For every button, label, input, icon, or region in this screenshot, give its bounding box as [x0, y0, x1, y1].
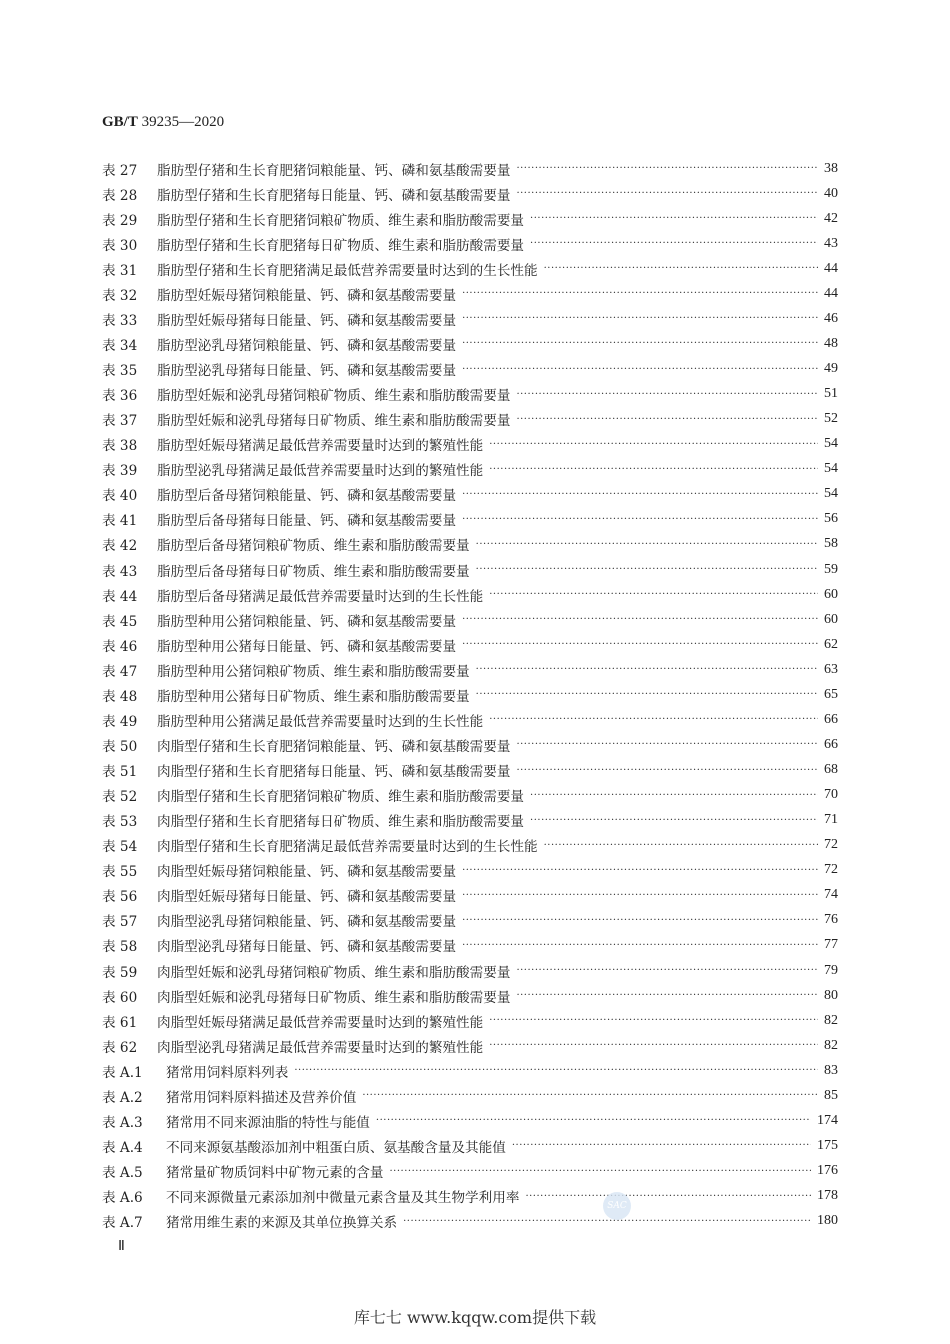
toc-entry[interactable]: [102, 1058, 838, 1083]
toc-table-label: 表 29: [102, 212, 138, 229]
toc-table-label: 表 51: [102, 764, 138, 781]
toc-table-label: 表 33: [102, 312, 138, 329]
toc-entry[interactable]: [102, 1008, 838, 1033]
toc-page-number: 178: [817, 1188, 838, 1204]
toc-entry-title: 肉脂型泌乳母猪满足最低营养需要量时达到的繁殖性能: [157, 1039, 484, 1056]
toc-entry-title: 脂肪型妊娠母猪满足最低营养需要量时达到的繁殖性能: [157, 438, 484, 455]
toc-entry[interactable]: [102, 256, 838, 281]
standard-header: [102, 114, 224, 131]
toc-entry[interactable]: [102, 1184, 838, 1209]
toc-page-number: 44: [824, 285, 838, 301]
toc-entry-title: 肉脂型妊娠和泌乳母猪饲粮矿物质、维生素和脂肪酸需要量: [157, 964, 511, 981]
leader-dots: [476, 564, 818, 575]
page-number: Ⅱ: [118, 1239, 125, 1254]
leader-dots: [516, 163, 818, 174]
toc-entry[interactable]: [102, 181, 838, 206]
leader-dots: [462, 865, 818, 876]
toc-entry-title: 肉脂型泌乳母猪每日能量、钙、磷和氨基酸需要量: [157, 939, 457, 956]
toc-page-number: 60: [824, 586, 838, 602]
toc-entry-title: 肉脂型泌乳母猪饲粮能量、钙、磷和氨基酸需要量: [157, 914, 457, 931]
toc-entry-title: 脂肪型种用公猪每日能量、钙、磷和氨基酸需要量: [157, 638, 457, 655]
toc-page-number: 44: [824, 260, 838, 276]
toc-table-label: 表 A.6: [102, 1190, 143, 1207]
toc-table-label: 表 38: [102, 438, 138, 455]
toc-entry[interactable]: [102, 858, 838, 883]
leader-dots: [516, 414, 818, 425]
toc-entry-title: 肉脂型仔猪和生长育肥猪每日矿物质、维生素和脂肪酸需要量: [157, 814, 525, 831]
toc-entry[interactable]: [102, 1108, 838, 1133]
leader-dots: [516, 990, 818, 1001]
toc-table-label: 表 43: [102, 563, 138, 580]
toc-table-label: 表 49: [102, 713, 138, 730]
toc-entry-title: 肉脂型仔猪和生长育肥猪满足最低营养需要量时达到的生长性能: [157, 839, 538, 856]
toc-table-label: 表 A.5: [102, 1165, 143, 1182]
toc-entry-title: 肉脂型仔猪和生长育肥猪饲粮矿物质、维生素和脂肪酸需要量: [157, 789, 525, 806]
toc-entry-title: 脂肪型后备母猪每日能量、钙、磷和氨基酸需要量: [157, 513, 457, 530]
toc-entry-title: 肉脂型仔猪和生长育肥猪饲粮能量、钙、磷和氨基酸需要量: [157, 738, 511, 755]
toc-table-label: 表 61: [102, 1014, 138, 1031]
toc-entry-title: 脂肪型种用公猪饲粮矿物质、维生素和脂肪酸需要量: [157, 663, 470, 680]
standard-prefix: GB/T: [102, 114, 138, 130]
toc-entry[interactable]: [102, 1083, 838, 1108]
toc-page-number: 85: [824, 1087, 838, 1103]
toc-table-label: 表 45: [102, 613, 138, 630]
toc-page-number: 72: [824, 862, 838, 878]
toc-entry-title: 脂肪型泌乳母猪每日能量、钙、磷和氨基酸需要量: [157, 363, 457, 380]
toc-entry[interactable]: [102, 983, 838, 1008]
toc-page-number: 70: [824, 787, 838, 803]
toc-entry-title: 脂肪型仔猪和生长育肥猪满足最低营养需要量时达到的生长性能: [157, 262, 538, 279]
leader-dots: [462, 514, 818, 525]
toc-entry-title: 脂肪型种用公猪每日矿物质、维生素和脂肪酸需要量: [157, 688, 470, 705]
toc-table-label: 表 27: [102, 162, 138, 179]
leader-dots: [530, 790, 818, 801]
toc-table-label: 表 58: [102, 939, 138, 956]
leader-dots: [516, 389, 818, 400]
toc-table-label: 表 39: [102, 463, 138, 480]
leader-dots: [489, 1040, 818, 1051]
leader-dots: [530, 815, 818, 826]
leader-dots: [489, 589, 818, 600]
toc-page-number: 46: [824, 310, 838, 326]
toc-entry-title: 脂肪型仔猪和生长育肥猪饲粮能量、钙、磷和氨基酸需要量: [157, 162, 511, 179]
toc-table-label: 表 30: [102, 237, 138, 254]
toc-page-number: 180: [817, 1213, 838, 1229]
toc-entry-title: 脂肪型种用公猪饲粮能量、钙、磷和氨基酸需要量: [157, 613, 457, 630]
toc-page-number: 49: [824, 361, 838, 377]
toc-table-label: 表 56: [102, 889, 138, 906]
toc-entry-title: 肉脂型妊娠母猪每日能量、钙、磷和氨基酸需要量: [157, 889, 457, 906]
leader-dots: [516, 188, 818, 199]
toc-entry-title: 脂肪型妊娠和泌乳母猪每日矿物质、维生素和脂肪酸需要量: [157, 413, 511, 430]
toc-table-label: 表 35: [102, 363, 138, 380]
leader-dots: [525, 1191, 811, 1202]
toc-entry[interactable]: [102, 1209, 838, 1234]
toc-entry-title: 脂肪型妊娠母猪每日能量、钙、磷和氨基酸需要量: [157, 312, 457, 329]
toc-entry[interactable]: [102, 908, 838, 933]
toc-table-label: 表 50: [102, 738, 138, 755]
toc-entry[interactable]: [102, 958, 838, 983]
toc-page-number: 72: [824, 837, 838, 853]
toc-entry[interactable]: [102, 382, 838, 407]
toc-page-number: 65: [824, 686, 838, 702]
toc-page-number: 60: [824, 611, 838, 627]
toc-entry[interactable]: [102, 707, 838, 732]
leader-dots: [489, 714, 818, 725]
toc-table-label: 表 36: [102, 388, 138, 405]
toc-entry-title: 脂肪型后备母猪饲粮矿物质、维生素和脂肪酸需要量: [157, 538, 470, 555]
toc-table-label: 表 42: [102, 538, 138, 555]
toc-table-label: 表 A.7: [102, 1215, 143, 1232]
toc-entry-title: 不同来源氨基酸添加剂中粗蛋白质、氨基酸含量及其能值: [166, 1139, 506, 1156]
toc-entry[interactable]: [102, 657, 838, 682]
toc-entry-title: 肉脂型妊娠母猪饲粮能量、钙、磷和氨基酸需要量: [157, 864, 457, 881]
toc-entry[interactable]: [102, 507, 838, 532]
toc-page-number: 71: [824, 812, 838, 828]
toc-entry-title: 脂肪型仔猪和生长育肥猪每日矿物质、维生素和脂肪酸需要量: [157, 237, 525, 254]
toc-table-label: 表 57: [102, 914, 138, 931]
toc-page-number: 83: [824, 1062, 838, 1078]
toc-entry[interactable]: [102, 482, 838, 507]
leader-dots: [516, 965, 818, 976]
toc-table-label: 表 40: [102, 488, 138, 505]
toc-table-label: 表 41: [102, 513, 138, 530]
leader-dots: [390, 1166, 812, 1177]
toc-entry-title: 脂肪型后备母猪饲粮能量、钙、磷和氨基酸需要量: [157, 488, 457, 505]
toc-table-label: 表 47: [102, 663, 138, 680]
toc-page-number: 66: [824, 711, 838, 727]
toc-entry-title: 脂肪型仔猪和生长育肥猪饲粮矿物质、维生素和脂肪酸需要量: [157, 212, 525, 229]
toc-entry-title: 猪常量矿物质饲料中矿物元素的含量: [166, 1165, 384, 1182]
download-footer: 库七七 www.kqqw.com提供下载: [353, 1308, 597, 1327]
toc-entry-title: 肉脂型妊娠和泌乳母猪每日矿物质、维生素和脂肪酸需要量: [157, 989, 511, 1006]
toc-page-number: 43: [824, 235, 838, 251]
toc-page-number: 58: [824, 536, 838, 552]
leader-dots: [489, 464, 818, 475]
standard-number: 39235—2020: [141, 114, 225, 130]
toc-entry-title: 脂肪型种用公猪满足最低营养需要量时达到的生长性能: [157, 713, 484, 730]
toc-entry-title: 肉脂型妊娠母猪满足最低营养需要量时达到的繁殖性能: [157, 1014, 484, 1031]
toc-entry[interactable]: [102, 206, 838, 231]
toc-page-number: 174: [817, 1112, 838, 1128]
toc-page-number: 56: [824, 511, 838, 527]
toc-table-label: 表 32: [102, 287, 138, 304]
toc-page-number: 48: [824, 335, 838, 351]
leader-dots: [462, 639, 818, 650]
toc-table-label: 表 44: [102, 588, 138, 605]
leader-dots: [462, 940, 818, 951]
leader-dots: [462, 915, 818, 926]
toc-page-number: 52: [824, 411, 838, 427]
toc-page-number: 79: [824, 962, 838, 978]
toc-entry[interactable]: [102, 1033, 838, 1058]
toc-entry-title: 猪常用不同来源油脂的特性与能值: [166, 1114, 370, 1131]
leader-dots: [476, 539, 818, 550]
leader-dots: [516, 765, 818, 776]
leader-dots: [544, 263, 818, 274]
toc-entry[interactable]: [102, 732, 838, 757]
leader-dots: [489, 439, 818, 450]
toc-table-label: 表 55: [102, 864, 138, 881]
leader-dots: [530, 238, 818, 249]
leader-dots: [462, 338, 818, 349]
toc-entry[interactable]: [102, 582, 838, 607]
toc-entry[interactable]: [102, 783, 838, 808]
toc-page-number: 54: [824, 486, 838, 502]
toc-entry-title: 脂肪型妊娠和泌乳母猪饲粮矿物质、维生素和脂肪酸需要量: [157, 388, 511, 405]
sac-watermark: SAC: [603, 1192, 631, 1220]
toc-page-number: 51: [824, 386, 838, 402]
toc-table-label: 表 62: [102, 1039, 138, 1056]
toc-entry[interactable]: [102, 632, 838, 657]
leader-dots: [462, 614, 818, 625]
table-of-contents: [102, 156, 838, 1234]
toc-entry[interactable]: [102, 457, 838, 482]
toc-page-number: 54: [824, 436, 838, 452]
toc-table-label: 表 A.2: [102, 1089, 143, 1106]
toc-entry[interactable]: [102, 306, 838, 331]
toc-page-number: 63: [824, 661, 838, 677]
toc-page-number: 176: [817, 1163, 838, 1179]
toc-table-label: 表 46: [102, 638, 138, 655]
leader-dots: [476, 664, 818, 675]
leader-dots: [376, 1115, 811, 1126]
toc-entry[interactable]: [102, 933, 838, 958]
toc-page-number: 77: [824, 937, 838, 953]
toc-entry[interactable]: [102, 1133, 838, 1158]
leader-dots: [362, 1090, 818, 1101]
toc-entry-title: 猪常用饲料原料列表: [166, 1064, 289, 1081]
toc-page-number: 62: [824, 636, 838, 652]
toc-entry[interactable]: [102, 331, 838, 356]
leader-dots: [462, 313, 818, 324]
toc-page-number: 82: [824, 1037, 838, 1053]
toc-table-label: 表 59: [102, 964, 138, 981]
toc-entry-title: 不同来源微量元素添加剂中微量元素含量及其生物学利用率: [166, 1190, 520, 1207]
toc-page-number: 40: [824, 185, 838, 201]
toc-table-label: 表 34: [102, 337, 138, 354]
toc-entry-title: 猪常用饲料原料描述及营养价值: [166, 1089, 357, 1106]
toc-page-number: 42: [824, 210, 838, 226]
toc-table-label: 表 37: [102, 413, 138, 430]
toc-entry[interactable]: [102, 432, 838, 457]
toc-entry[interactable]: [102, 682, 838, 707]
toc-table-label: 表 31: [102, 262, 138, 279]
leader-dots: [294, 1065, 818, 1076]
toc-page-number: 80: [824, 987, 838, 1003]
toc-entry[interactable]: [102, 607, 838, 632]
toc-entry[interactable]: [102, 1159, 838, 1184]
leader-dots: [544, 840, 818, 851]
toc-table-label: 表 A.1: [102, 1064, 143, 1081]
toc-entry[interactable]: [102, 557, 838, 582]
toc-page-number: 76: [824, 912, 838, 928]
toc-entry[interactable]: [102, 156, 838, 181]
toc-page-number: 68: [824, 762, 838, 778]
leader-dots: [462, 489, 818, 500]
toc-entry[interactable]: [102, 808, 838, 833]
toc-table-label: 表 28: [102, 187, 138, 204]
leader-dots: [530, 213, 818, 224]
toc-page-number: 59: [824, 561, 838, 577]
toc-entry[interactable]: [102, 883, 838, 908]
toc-page-number: 66: [824, 736, 838, 752]
leader-dots: [512, 1140, 811, 1151]
toc-page-number: 54: [824, 461, 838, 477]
toc-entry-title: 脂肪型妊娠母猪饲粮能量、钙、磷和氨基酸需要量: [157, 287, 457, 304]
toc-page-number: 175: [817, 1137, 838, 1153]
toc-table-label: 表 A.4: [102, 1139, 143, 1156]
leader-dots: [516, 739, 818, 750]
toc-entry-title: 肉脂型仔猪和生长育肥猪每日能量、钙、磷和氨基酸需要量: [157, 764, 511, 781]
toc-table-label: 表 53: [102, 814, 138, 831]
leader-dots: [489, 1015, 818, 1026]
toc-page-number: 82: [824, 1012, 838, 1028]
toc-entry[interactable]: [102, 281, 838, 306]
toc-page-number: 74: [824, 887, 838, 903]
toc-table-label: 表 52: [102, 789, 138, 806]
leader-dots: [462, 890, 818, 901]
toc-entry-title: 脂肪型后备母猪满足最低营养需要量时达到的生长性能: [157, 588, 484, 605]
toc-entry[interactable]: [102, 833, 838, 858]
toc-entry[interactable]: [102, 532, 838, 557]
toc-entry[interactable]: [102, 357, 838, 382]
toc-table-label: 表 60: [102, 989, 138, 1006]
toc-entry[interactable]: [102, 407, 838, 432]
toc-entry-title: 猪常用维生素的来源及其单位换算关系: [166, 1215, 398, 1232]
toc-entry[interactable]: [102, 758, 838, 783]
leader-dots: [476, 689, 818, 700]
toc-entry-title: 脂肪型仔猪和生长育肥猪每日能量、钙、磷和氨基酸需要量: [157, 187, 511, 204]
toc-page-number: 38: [824, 160, 838, 176]
toc-table-label: 表 48: [102, 688, 138, 705]
toc-entry-title: 脂肪型后备母猪每日矿物质、维生素和脂肪酸需要量: [157, 563, 470, 580]
leader-dots: [403, 1216, 811, 1227]
toc-table-label: 表 54: [102, 839, 138, 856]
toc-table-label: 表 A.3: [102, 1114, 143, 1131]
toc-entry-title: 脂肪型泌乳母猪满足最低营养需要量时达到的繁殖性能: [157, 463, 484, 480]
toc-entry-title: 脂肪型泌乳母猪饲粮能量、钙、磷和氨基酸需要量: [157, 337, 457, 354]
toc-entry[interactable]: [102, 231, 838, 256]
leader-dots: [462, 288, 818, 299]
leader-dots: [462, 364, 818, 375]
